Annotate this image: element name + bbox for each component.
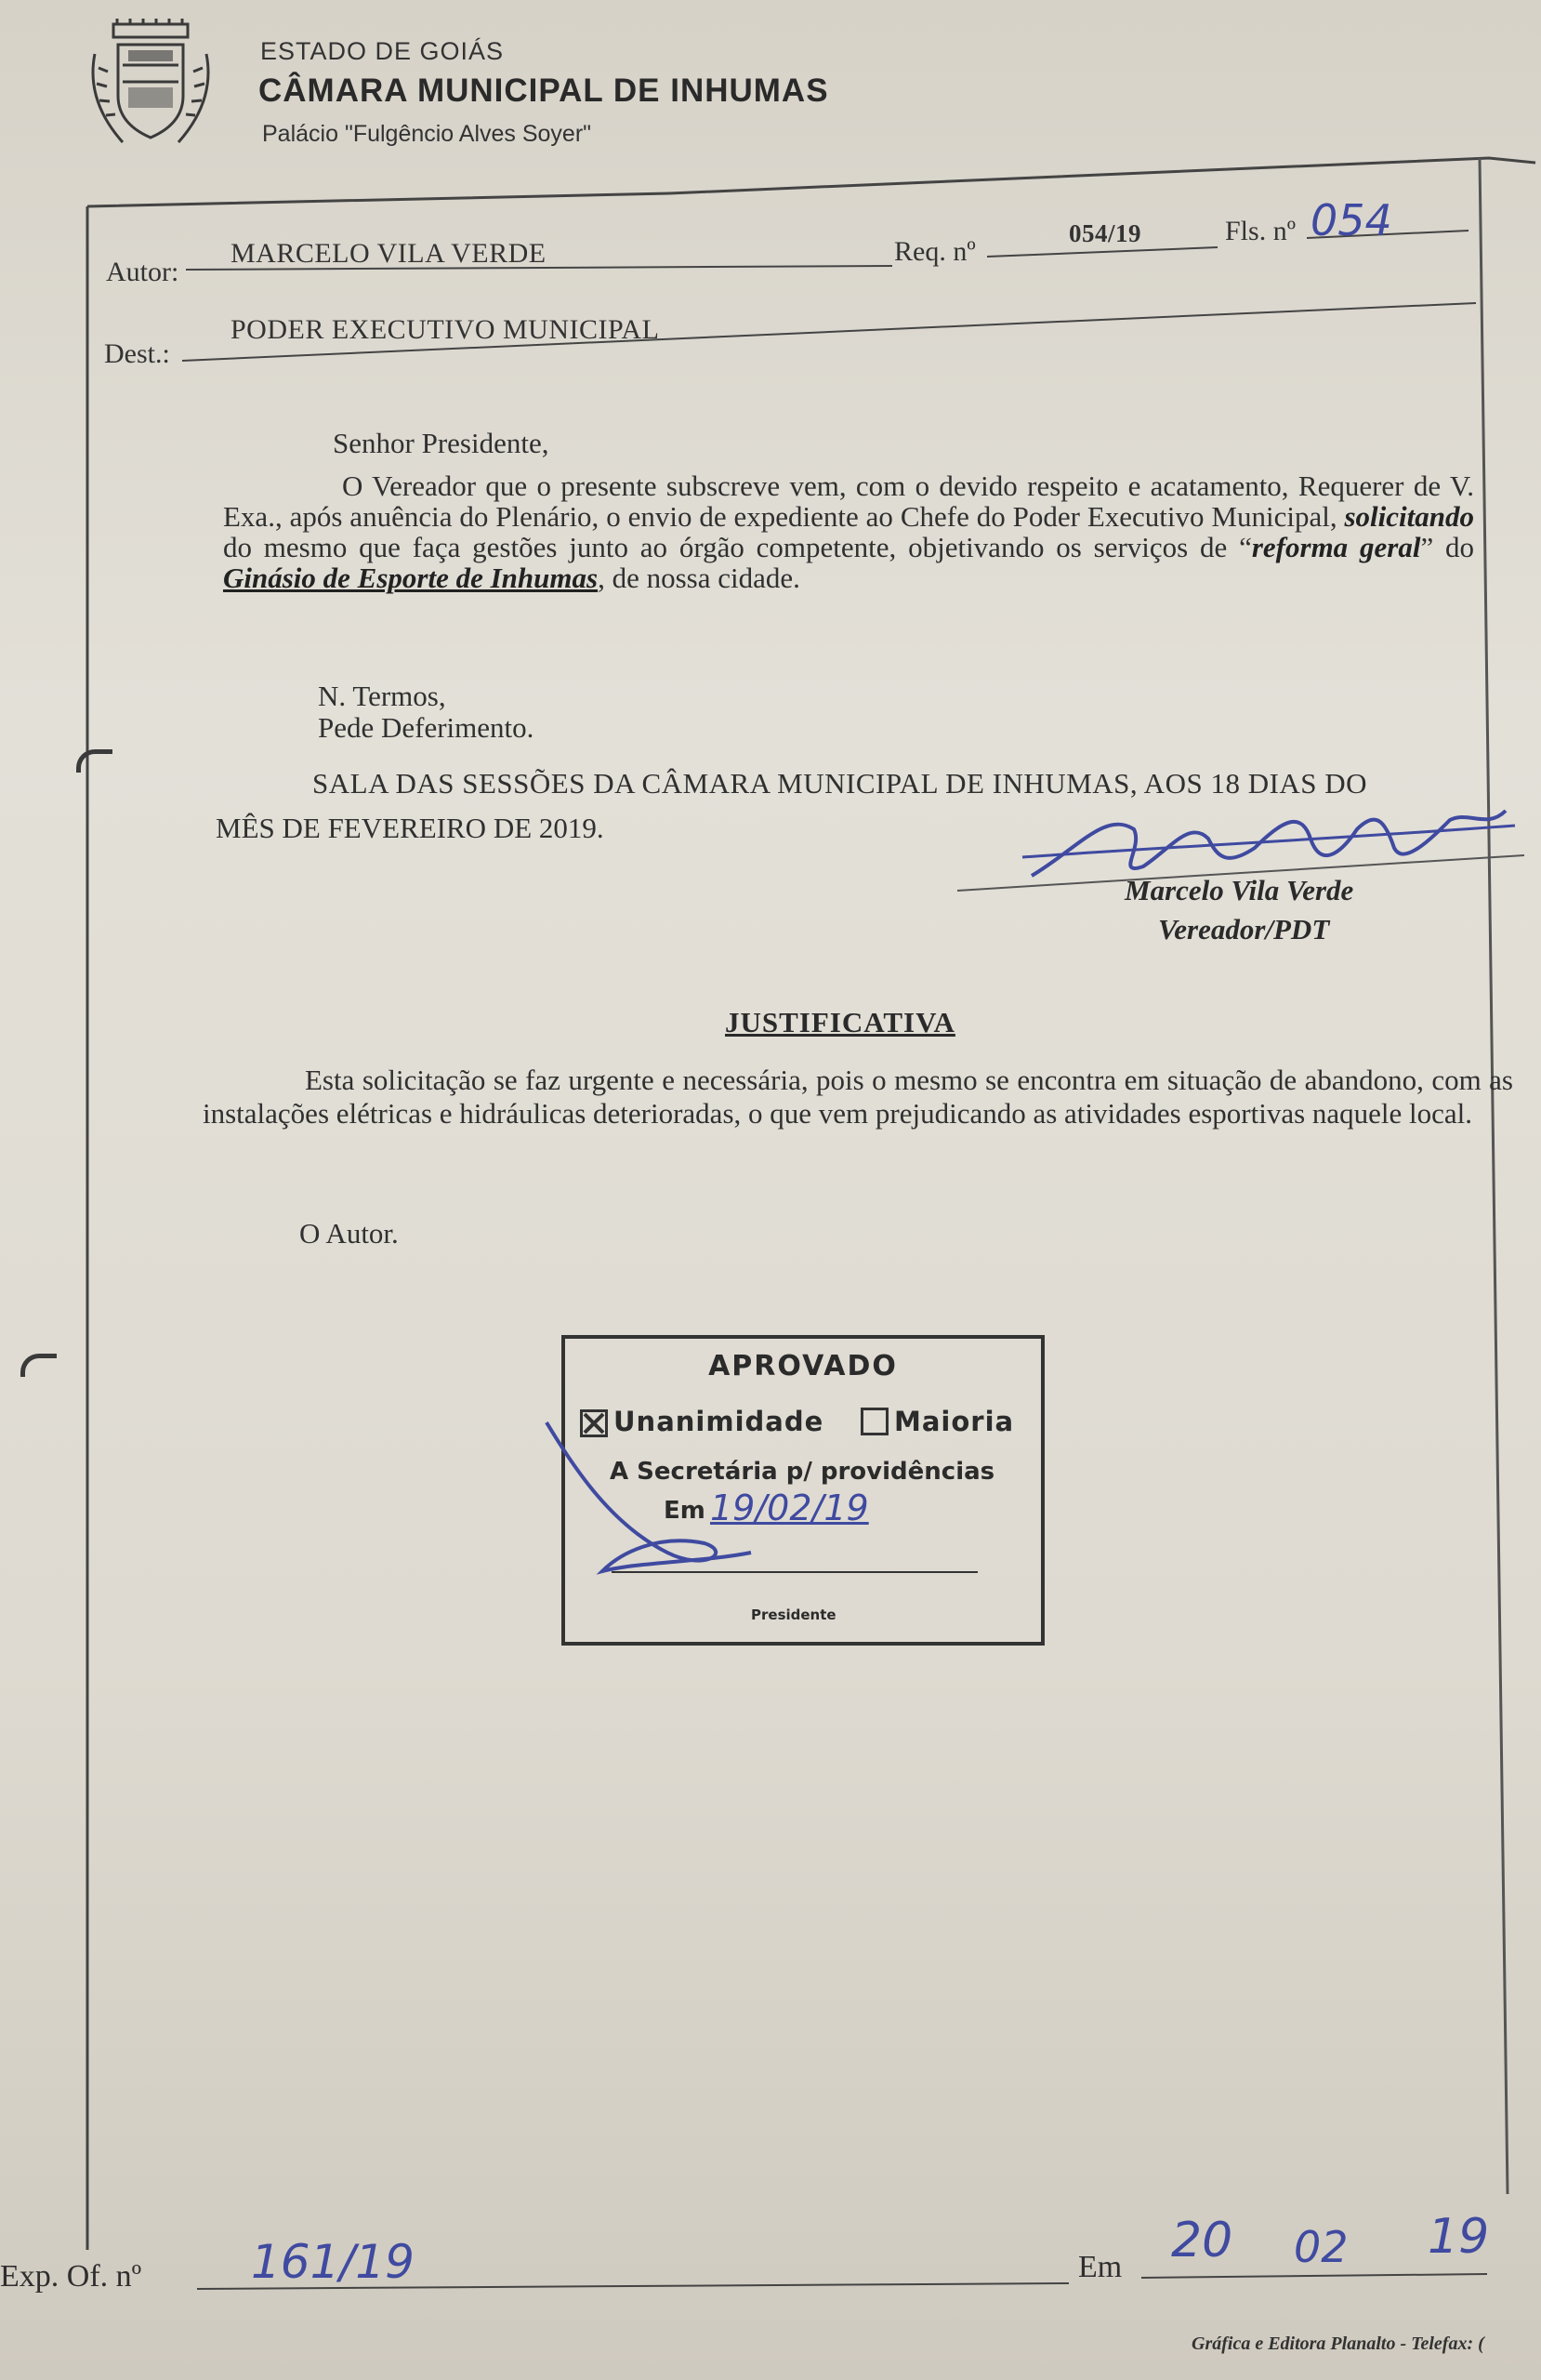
justificativa-title: JUSTIFICATIVA (725, 1006, 955, 1038)
sala-line-1: SALA DAS SESSÕES DA CÂMARA MUNICIPAL DE INHUMAS, AOS 18 DIAS DO (312, 767, 1368, 800)
signer-role: Vereador/PDT (1158, 913, 1330, 945)
footer-em-label: Em (1078, 2250, 1123, 2284)
option-unanimidade-label: Unanimidade (613, 1406, 824, 1437)
request-text-1: O Vereador que o presente subscreve vem, com o devido respeito e acatamento, Requerer de V. Exa., após anuência do Plenário, o envio de expediente ao Chefe do Poder Executivo Municipal, (223, 469, 1474, 533)
dest-label: Dest.: (104, 338, 170, 369)
fls-value-handwritten: 054 (1311, 195, 1392, 245)
footer-em-year: 19 (1428, 2209, 1490, 2265)
option-maioria-label: Maioria (894, 1406, 1015, 1437)
exp-of-label: Exp. Of. nº (0, 2259, 142, 2294)
stamp-secretaria: A Secretária p/ providências (610, 1458, 995, 1486)
salutation: Senhor Presidente, (333, 427, 549, 459)
printer-credit: Gráfica e Editora Planalto - Telefax: ( (1192, 2334, 1484, 2354)
request-emphasis-ginasio: Ginásio de Esporte de Inhumas (223, 562, 599, 594)
request-text-4: , de nossa cidade. (598, 562, 800, 594)
stamp-title: APROVADO (708, 1350, 898, 1382)
justificativa-author: O Autor. (299, 1217, 399, 1250)
signer-name: Marcelo Vila Verde (1125, 874, 1354, 906)
justificativa-text: Esta solicitação se faz urgente e necessária, pois o mesmo se encontra em situação de abandono, com as instalações elétricas e hidráulicas deterioradas, o que vem prejudicando as atividades esportivas naquele local. (203, 1064, 1513, 1130)
closing-termos: N. Termos, (318, 680, 446, 712)
footer-em-month: 02 (1294, 2222, 1349, 2272)
autor-value: MARCELO VILA VERDE (230, 238, 547, 269)
sala-line-2: MÊS DE FEVEREIRO DE 2019. (216, 812, 604, 844)
request-text-3: ” do (1420, 531, 1475, 563)
header-state: ESTADO DE GOIÁS (260, 37, 505, 65)
stamp-presidente-label: Presidente (751, 1606, 836, 1623)
autor-label: Autor: (106, 257, 179, 287)
exp-of-value-handwritten: 161/19 (251, 2235, 415, 2289)
approval-stamp (561, 1335, 1045, 1646)
president-signature-scribble (519, 1413, 835, 1608)
request-emphasis-reforma: reforma geral (1251, 531, 1421, 563)
header-palace: Palácio "Fulgêncio Alves Soyer" (262, 121, 592, 147)
dest-value: PODER EXECUTIVO MUNICIPAL (230, 314, 660, 345)
req-label: Req. nº (894, 236, 976, 267)
checkbox-maioria[interactable] (861, 1408, 889, 1435)
request-emphasis-solicitando: solicitando (1344, 500, 1474, 533)
request-paragraph (223, 470, 1474, 593)
fls-label: Fls. nº (1225, 216, 1296, 246)
stamp-em-label: Em (664, 1497, 705, 1525)
closing-deferimento: Pede Deferimento. (318, 711, 534, 744)
request-text-2: do mesmo que faça gestões junto ao órgão competente, objetivando os serviços de “ (223, 531, 1252, 563)
req-value: 054/19 (1069, 219, 1142, 247)
header-institution: CÂMARA MUNICIPAL DE INHUMAS (258, 73, 829, 109)
footer-em-day: 20 (1171, 2213, 1233, 2268)
stamp-date-handwritten: 19/02/19 (710, 1488, 869, 1528)
